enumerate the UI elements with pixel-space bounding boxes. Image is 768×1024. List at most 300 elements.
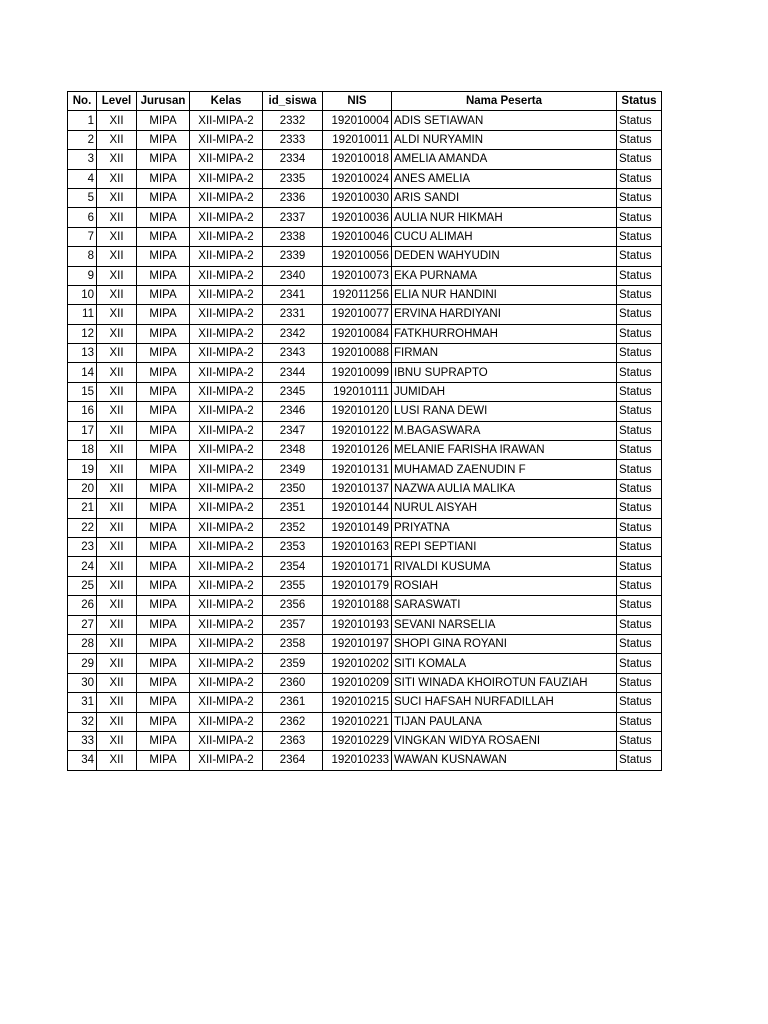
cell-level: XII [97,557,137,576]
cell-nama-peserta: SUCI HAFSAH NURFADILLAH [392,693,617,712]
cell-kelas: XII-MIPA-2 [190,518,263,537]
cell-no: 13 [68,344,97,363]
cell-status: Status [617,363,662,382]
table-row [68,344,662,363]
cell-nama-peserta: SITI WINADA KHOIROTUN FAUZIAH [392,673,617,692]
cell-status: Status [617,479,662,498]
cell-jurusan: MIPA [137,266,190,285]
cell-level: XII [97,363,137,382]
cell-id-siswa: 2341 [263,285,323,304]
cell-id-siswa: 2345 [263,382,323,401]
cell-kelas: XII-MIPA-2 [190,596,263,615]
cell-level: XII [97,344,137,363]
cell-level: XII [97,499,137,518]
cell-jurusan: MIPA [137,499,190,518]
cell-level: XII [97,460,137,479]
table-row [68,499,662,518]
cell-nama-peserta: RIVALDI KUSUMA [392,557,617,576]
cell-no: 4 [68,169,97,188]
cell-no: 19 [68,460,97,479]
cell-nis: 192010137 [323,479,392,498]
cell-status: Status [617,596,662,615]
table-row [68,537,662,556]
cell-jurusan: MIPA [137,285,190,304]
cell-nis: 192010122 [323,421,392,440]
cell-jurusan: MIPA [137,673,190,692]
table-row [68,751,662,770]
cell-jurusan: MIPA [137,169,190,188]
cell-kelas: XII-MIPA-2 [190,344,263,363]
cell-jurusan: MIPA [137,402,190,421]
cell-no: 9 [68,266,97,285]
cell-nama-peserta: WAWAN KUSNAWAN [392,751,617,770]
table-row [68,247,662,266]
table-row [68,731,662,750]
cell-nis: 192010111 [323,382,392,401]
cell-jurusan: MIPA [137,615,190,634]
cell-kelas: XII-MIPA-2 [190,150,263,169]
cell-nama-peserta: SITI KOMALA [392,654,617,673]
cell-level: XII [97,111,137,130]
cell-level: XII [97,285,137,304]
table-row [68,693,662,712]
cell-status: Status [617,557,662,576]
cell-no: 34 [68,751,97,770]
cell-kelas: XII-MIPA-2 [190,441,263,460]
cell-kelas: XII-MIPA-2 [190,363,263,382]
cell-no: 7 [68,227,97,246]
cell-no: 6 [68,208,97,227]
cell-status: Status [617,208,662,227]
header-level: Level [97,92,137,111]
cell-status: Status [617,421,662,440]
cell-no: 1 [68,111,97,130]
cell-no: 32 [68,712,97,731]
cell-nis: 192011256 [323,285,392,304]
cell-no: 24 [68,557,97,576]
cell-level: XII [97,673,137,692]
cell-nama-peserta: LUSI RANA DEWI [392,402,617,421]
cell-status: Status [617,188,662,207]
cell-nama-peserta: AMELIA AMANDA [392,150,617,169]
cell-id-siswa: 2355 [263,576,323,595]
cell-kelas: XII-MIPA-2 [190,285,263,304]
cell-no: 12 [68,324,97,343]
cell-no: 8 [68,247,97,266]
cell-id-siswa: 2344 [263,363,323,382]
cell-nis: 192010077 [323,305,392,324]
cell-jurusan: MIPA [137,324,190,343]
cell-id-siswa: 2331 [263,305,323,324]
cell-nama-peserta: DEDEN WAHYUDIN [392,247,617,266]
cell-nis: 192010126 [323,441,392,460]
cell-nama-peserta: ROSIAH [392,576,617,595]
cell-id-siswa: 2362 [263,712,323,731]
cell-nis: 192010024 [323,169,392,188]
cell-kelas: XII-MIPA-2 [190,537,263,556]
cell-jurusan: MIPA [137,751,190,770]
cell-nis: 192010084 [323,324,392,343]
cell-status: Status [617,247,662,266]
cell-jurusan: MIPA [137,634,190,653]
cell-nama-peserta: ERVINA HARDIYANI [392,305,617,324]
table-row [68,421,662,440]
cell-status: Status [617,227,662,246]
cell-no: 26 [68,596,97,615]
cell-level: XII [97,208,137,227]
cell-level: XII [97,731,137,750]
cell-no: 30 [68,673,97,692]
table-row [68,557,662,576]
cell-jurusan: MIPA [137,188,190,207]
cell-kelas: XII-MIPA-2 [190,654,263,673]
cell-status: Status [617,130,662,149]
cell-nama-peserta: MELANIE FARISHA IRAWAN [392,441,617,460]
table-body [68,111,662,770]
header-status: Status [617,92,662,111]
cell-id-siswa: 2356 [263,596,323,615]
cell-nis: 192010030 [323,188,392,207]
table-row [68,712,662,731]
cell-nis: 192010221 [323,712,392,731]
cell-nis: 192010179 [323,576,392,595]
cell-level: XII [97,712,137,731]
cell-jurusan: MIPA [137,441,190,460]
cell-jurusan: MIPA [137,247,190,266]
table-row [68,673,662,692]
cell-nama-peserta: FATKHURROHMAH [392,324,617,343]
cell-nama-peserta: AULIA NUR HIKMAH [392,208,617,227]
cell-kelas: XII-MIPA-2 [190,479,263,498]
cell-nama-peserta: EKA PURNAMA [392,266,617,285]
cell-id-siswa: 2358 [263,634,323,653]
cell-id-siswa: 2338 [263,227,323,246]
cell-status: Status [617,499,662,518]
header-row [68,92,662,111]
cell-kelas: XII-MIPA-2 [190,460,263,479]
cell-nis: 192010215 [323,693,392,712]
cell-nama-peserta: NURUL AISYAH [392,499,617,518]
header-id-siswa: id_siswa [263,92,323,111]
cell-level: XII [97,751,137,770]
cell-level: XII [97,169,137,188]
cell-no: 15 [68,382,97,401]
cell-id-siswa: 2363 [263,731,323,750]
cell-no: 20 [68,479,97,498]
cell-no: 33 [68,731,97,750]
cell-kelas: XII-MIPA-2 [190,227,263,246]
cell-status: Status [617,324,662,343]
cell-no: 28 [68,634,97,653]
cell-nis: 192010056 [323,247,392,266]
cell-status: Status [617,731,662,750]
table-row [68,363,662,382]
cell-kelas: XII-MIPA-2 [190,712,263,731]
cell-kelas: XII-MIPA-2 [190,247,263,266]
cell-status: Status [617,150,662,169]
cell-status: Status [617,266,662,285]
cell-jurusan: MIPA [137,305,190,324]
cell-nis: 192010088 [323,344,392,363]
table-row [68,460,662,479]
cell-jurusan: MIPA [137,537,190,556]
table-row [68,634,662,653]
cell-no: 10 [68,285,97,304]
cell-no: 31 [68,693,97,712]
cell-id-siswa: 2333 [263,130,323,149]
cell-kelas: XII-MIPA-2 [190,615,263,634]
cell-id-siswa: 2340 [263,266,323,285]
cell-id-siswa: 2347 [263,421,323,440]
cell-nis: 192010144 [323,499,392,518]
cell-level: XII [97,305,137,324]
cell-level: XII [97,421,137,440]
table-row [68,150,662,169]
table-row [68,596,662,615]
cell-jurusan: MIPA [137,208,190,227]
cell-no: 23 [68,537,97,556]
table-row [68,402,662,421]
cell-nis: 192010011 [323,130,392,149]
cell-nama-peserta: VINGKAN WIDYA ROSAENI [392,731,617,750]
cell-status: Status [617,382,662,401]
cell-level: XII [97,441,137,460]
cell-status: Status [617,634,662,653]
cell-nama-peserta: REPI SEPTIANI [392,537,617,556]
cell-jurusan: MIPA [137,479,190,498]
cell-status: Status [617,751,662,770]
cell-nis: 192010197 [323,634,392,653]
cell-nis: 192010046 [323,227,392,246]
cell-id-siswa: 2354 [263,557,323,576]
cell-kelas: XII-MIPA-2 [190,693,263,712]
cell-level: XII [97,615,137,634]
table-row [68,208,662,227]
cell-status: Status [617,576,662,595]
cell-kelas: XII-MIPA-2 [190,751,263,770]
cell-id-siswa: 2334 [263,150,323,169]
cell-nis: 192010209 [323,673,392,692]
cell-nis: 192010163 [323,537,392,556]
cell-status: Status [617,712,662,731]
cell-status: Status [617,654,662,673]
table-row [68,130,662,149]
cell-no: 21 [68,499,97,518]
cell-id-siswa: 2350 [263,479,323,498]
cell-level: XII [97,266,137,285]
cell-nama-peserta: PRIYATNA [392,518,617,537]
cell-status: Status [617,305,662,324]
cell-id-siswa: 2342 [263,324,323,343]
cell-no: 5 [68,188,97,207]
cell-nis: 192010193 [323,615,392,634]
table-row [68,305,662,324]
cell-jurusan: MIPA [137,111,190,130]
cell-level: XII [97,150,137,169]
cell-level: XII [97,402,137,421]
table-row [68,479,662,498]
cell-jurusan: MIPA [137,150,190,169]
cell-nis: 192010073 [323,266,392,285]
participant-table [67,91,662,771]
cell-nis: 192010202 [323,654,392,673]
cell-status: Status [617,460,662,479]
cell-nama-peserta: ARIS SANDI [392,188,617,207]
cell-nis: 192010036 [323,208,392,227]
table-row [68,576,662,595]
cell-no: 18 [68,441,97,460]
cell-status: Status [617,615,662,634]
cell-nis: 192010120 [323,402,392,421]
table-row [68,382,662,401]
cell-jurusan: MIPA [137,460,190,479]
header-jurusan: Jurusan [137,92,190,111]
table-row [68,615,662,634]
cell-level: XII [97,247,137,266]
cell-level: XII [97,537,137,556]
cell-jurusan: MIPA [137,363,190,382]
cell-level: XII [97,693,137,712]
cell-nama-peserta: ADIS SETIAWAN [392,111,617,130]
cell-no: 29 [68,654,97,673]
cell-kelas: XII-MIPA-2 [190,673,263,692]
cell-kelas: XII-MIPA-2 [190,731,263,750]
cell-id-siswa: 2357 [263,615,323,634]
cell-level: XII [97,576,137,595]
cell-level: XII [97,479,137,498]
cell-status: Status [617,169,662,188]
cell-status: Status [617,285,662,304]
cell-id-siswa: 2336 [263,188,323,207]
cell-nama-peserta: TIJAN PAULANA [392,712,617,731]
cell-jurusan: MIPA [137,227,190,246]
table-row [68,169,662,188]
cell-kelas: XII-MIPA-2 [190,382,263,401]
cell-nis: 192010004 [323,111,392,130]
cell-jurusan: MIPA [137,576,190,595]
cell-nis: 192010099 [323,363,392,382]
cell-kelas: XII-MIPA-2 [190,130,263,149]
cell-nama-peserta: FIRMAN [392,344,617,363]
cell-kelas: XII-MIPA-2 [190,188,263,207]
header-no: No. [68,92,97,111]
cell-jurusan: MIPA [137,382,190,401]
cell-nama-peserta: SARASWATI [392,596,617,615]
cell-status: Status [617,518,662,537]
cell-jurusan: MIPA [137,557,190,576]
cell-level: XII [97,324,137,343]
cell-id-siswa: 2351 [263,499,323,518]
cell-level: XII [97,227,137,246]
cell-nis: 192010188 [323,596,392,615]
table-row [68,266,662,285]
cell-kelas: XII-MIPA-2 [190,576,263,595]
table-row [68,188,662,207]
cell-kelas: XII-MIPA-2 [190,324,263,343]
table-row [68,654,662,673]
cell-no: 16 [68,402,97,421]
cell-kelas: XII-MIPA-2 [190,111,263,130]
table-row [68,285,662,304]
cell-level: XII [97,654,137,673]
cell-nama-peserta: ELIA NUR HANDINI [392,285,617,304]
cell-level: XII [97,188,137,207]
cell-level: XII [97,130,137,149]
cell-no: 17 [68,421,97,440]
cell-id-siswa: 2349 [263,460,323,479]
cell-id-siswa: 2337 [263,208,323,227]
cell-kelas: XII-MIPA-2 [190,402,263,421]
cell-id-siswa: 2348 [263,441,323,460]
cell-nama-peserta: JUMIDAH [392,382,617,401]
cell-no: 25 [68,576,97,595]
cell-kelas: XII-MIPA-2 [190,499,263,518]
cell-nis: 192010018 [323,150,392,169]
cell-status: Status [617,441,662,460]
cell-nama-peserta: IBNU SUPRAPTO [392,363,617,382]
cell-id-siswa: 2360 [263,673,323,692]
cell-status: Status [617,673,662,692]
cell-level: XII [97,518,137,537]
cell-no: 14 [68,363,97,382]
cell-kelas: XII-MIPA-2 [190,208,263,227]
table-row [68,227,662,246]
cell-nis: 192010131 [323,460,392,479]
cell-nama-peserta: MUHAMAD ZAENUDIN F [392,460,617,479]
cell-nama-peserta: M.BAGASWARA [392,421,617,440]
cell-kelas: XII-MIPA-2 [190,634,263,653]
cell-nama-peserta: NAZWA AULIA MALIKA [392,479,617,498]
cell-level: XII [97,382,137,401]
cell-kelas: XII-MIPA-2 [190,557,263,576]
cell-kelas: XII-MIPA-2 [190,421,263,440]
cell-nis: 192010233 [323,751,392,770]
cell-nis: 192010171 [323,557,392,576]
cell-jurusan: MIPA [137,654,190,673]
cell-nis: 192010229 [323,731,392,750]
cell-no: 22 [68,518,97,537]
cell-id-siswa: 2346 [263,402,323,421]
header-nama-peserta: Nama Peserta [392,92,617,111]
cell-nama-peserta: ANES AMELIA [392,169,617,188]
cell-nama-peserta: SHOPI GINA ROYANI [392,634,617,653]
header-kelas: Kelas [190,92,263,111]
cell-jurusan: MIPA [137,344,190,363]
cell-nama-peserta: SEVANI NARSELIA [392,615,617,634]
cell-id-siswa: 2339 [263,247,323,266]
cell-kelas: XII-MIPA-2 [190,305,263,324]
cell-nama-peserta: ALDI NURYAMIN [392,130,617,149]
cell-id-siswa: 2332 [263,111,323,130]
cell-kelas: XII-MIPA-2 [190,266,263,285]
cell-status: Status [617,693,662,712]
cell-jurusan: MIPA [137,731,190,750]
cell-jurusan: MIPA [137,596,190,615]
cell-nis: 192010149 [323,518,392,537]
cell-no: 3 [68,150,97,169]
table-row [68,324,662,343]
cell-jurusan: MIPA [137,130,190,149]
cell-nama-peserta: CUCU ALIMAH [392,227,617,246]
cell-id-siswa: 2343 [263,344,323,363]
cell-no: 27 [68,615,97,634]
cell-id-siswa: 2335 [263,169,323,188]
table-row [68,111,662,130]
cell-status: Status [617,344,662,363]
cell-id-siswa: 2359 [263,654,323,673]
cell-no: 2 [68,130,97,149]
cell-level: XII [97,596,137,615]
